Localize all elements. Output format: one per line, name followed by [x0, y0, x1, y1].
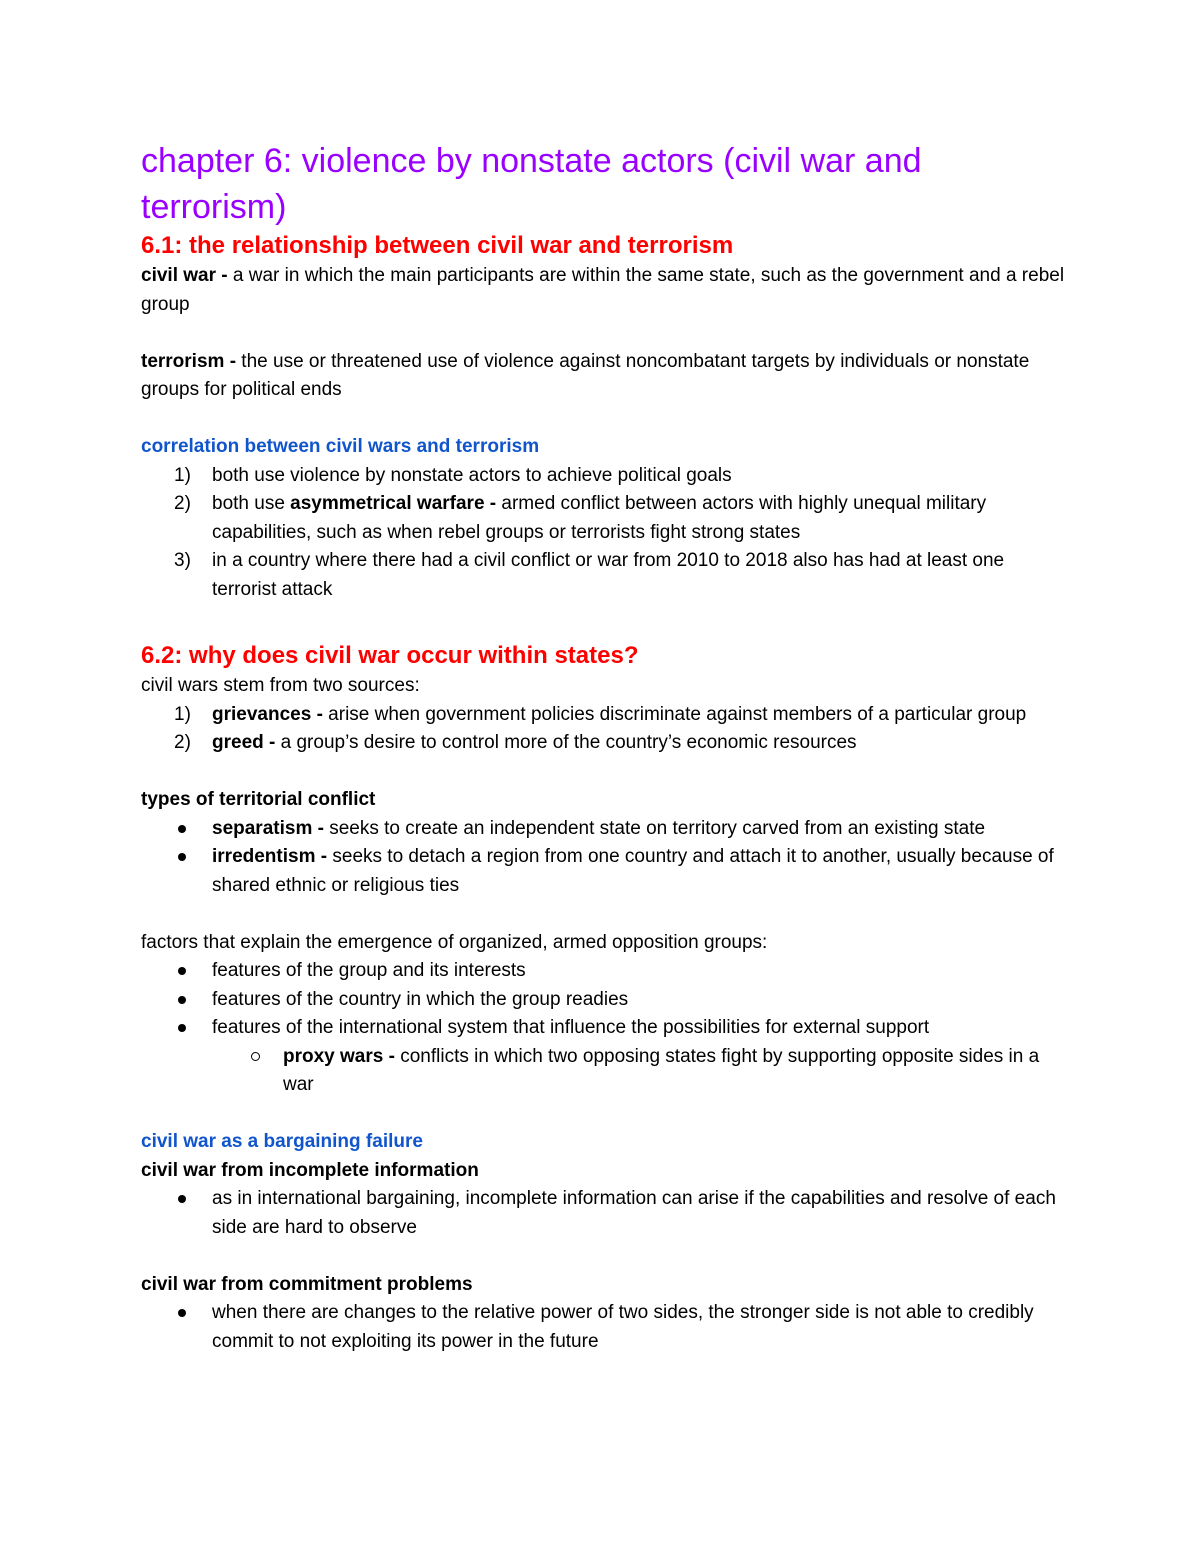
list-number: 1) [174, 703, 191, 725]
grievances-term: grievances - [212, 703, 323, 725]
list-item-text: in a country where there had a civil conflict or war from 2010 to 2018 also has had at least one terrorist attack [212, 550, 1005, 600]
territorial-conflict-heading: types of territorial conflict [141, 789, 376, 810]
list-item [141, 815, 1071, 844]
proxy-wars-term: proxy wars - [283, 1045, 395, 1067]
bullet-icon [178, 1309, 186, 1317]
list-number: 3) [174, 550, 191, 571]
list-item-text: both use violence by nonstate actors to achieve political goals [212, 464, 732, 486]
factors-intro: factors that explain the emergence of organized, armed opposition groups: [141, 931, 768, 953]
list-item [141, 843, 1071, 900]
list-item-text: conflicts in which two opposing states fight by supporting opposite sides in a war [283, 1045, 1040, 1095]
terrorism-def-text: the use or threatened use of violence against noncombatant targets by individuals or nonstate groups for political ends [141, 350, 1030, 400]
list-item-text: features of the group and its interests [212, 960, 526, 981]
incomplete-information-heading: civil war from incomplete information [141, 1159, 479, 1181]
list-item-text: when there are changes to the relative power of two sides, the stronger side is not able to credibly commit to not exploiting its power in the future [212, 1302, 1034, 1352]
terrorism-term: terrorism - [141, 350, 237, 372]
asymmetrical-warfare-term: asymmetrical warfare - [290, 493, 497, 514]
list-item [141, 490, 1071, 547]
factors-list [141, 957, 1071, 1100]
greed-term: greed - [212, 732, 276, 753]
commitment-problems-heading: civil war from commitment problems [141, 1273, 473, 1295]
civil-war-term: civil war - [141, 265, 228, 286]
list-number: 1) [174, 464, 191, 486]
list-item-text: seeks to create an independent state on territory carved from an existing state [323, 817, 986, 839]
list-item [141, 1299, 1071, 1356]
civil-war-def-text: a war in which the main participants are within the same state, such as the government and a rebel group [141, 265, 1065, 315]
correlation-list [141, 462, 1071, 605]
sources-intro: civil wars stem from two sources: [141, 675, 420, 696]
incomplete-information-list [141, 1185, 1071, 1242]
correlation-heading: correlation between civil wars and terrorism [141, 436, 540, 457]
bullet-icon [178, 967, 186, 975]
commitment-problems-list [141, 1299, 1071, 1356]
document-page [141, 138, 1071, 1356]
sources-list [141, 701, 1071, 758]
list-item-text: as in international bargaining, incomplete information can arise if the capabilities and resolve of each side are hard to observe [212, 1188, 1056, 1238]
list-item [141, 729, 1071, 758]
bullet-icon [178, 1024, 186, 1032]
hollow-bullet-icon [251, 1052, 260, 1061]
bullet-icon [178, 1195, 186, 1203]
list-number: 2) [174, 732, 191, 753]
list-item-text: arise when government policies discriminate against members of a particular group [322, 703, 1027, 725]
territorial-list [141, 815, 1071, 901]
list-item-text: features of the international system that influence the possibilities for external support [212, 1017, 930, 1038]
section-6-2-heading: 6.2: why does civil war occur within states? [141, 642, 639, 669]
list-item [141, 701, 1071, 730]
civil-war-definition [141, 262, 1071, 319]
list-item [141, 986, 1071, 1015]
terrorism-definition [141, 348, 1071, 405]
list-item [141, 1043, 1071, 1100]
separatism-term: separatism - [212, 817, 324, 839]
list-item-text: both use [212, 493, 291, 514]
list-number: 2) [174, 493, 191, 514]
bargaining-failure-heading: civil war as a bargaining failure [141, 1131, 423, 1152]
irredentism-term: irredentism - [212, 846, 328, 867]
list-item-text: a group’s desire to control more of the country’s economic resources [275, 732, 857, 753]
bullet-icon [178, 825, 186, 833]
bullet-icon [178, 853, 186, 861]
list-item [141, 462, 1071, 491]
list-item-text: features of the country in which the group readies [212, 988, 629, 1010]
list-item [141, 1185, 1071, 1242]
section-6-1-heading: 6.1: the relationship between civil war and terrorism [141, 232, 734, 259]
page-title: chapter 6: violence by nonstate actors (civil war and terrorism) [141, 142, 922, 226]
list-item [141, 957, 1071, 986]
list-item [141, 1014, 1071, 1043]
list-item [141, 547, 1071, 604]
list-item-text: seeks to detach a region from one country and attach it to another, usually because of shared ethnic or religious ties [212, 846, 1054, 896]
list-item-text: armed conflict between actors with highly unequal military capabilities, such as when rebel groups or terrorists fight strong states [212, 493, 987, 543]
bullet-icon [178, 996, 186, 1004]
